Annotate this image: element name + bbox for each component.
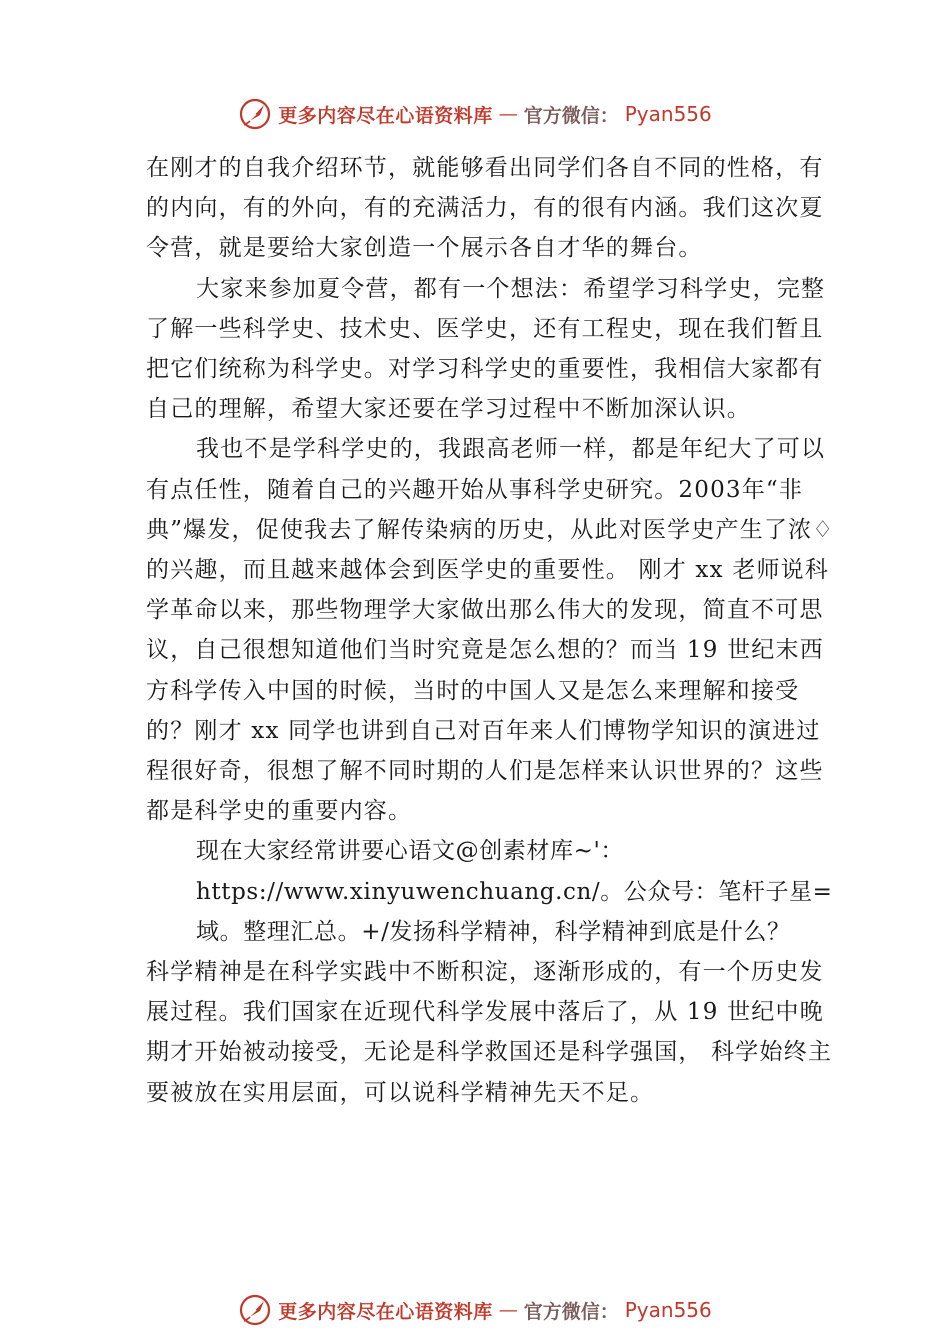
paragraph-3: 我也不是学科学史的，我跟高老师一样，都是年纪大了可以有点任性，随着自己的兴趣开始从事科学史研究。2003年“非典”爆发，促使我去了解传染病的历史，从此对医学史产生了浓♢的兴趣，而且越来越体会到医学史的重要性。 刚才 xx 老师说科学革命以来，那些物理学大家做出那么伟大的发现，简直不可思议，自己很想知道他们当时究竟是怎么想的？而当 19 世纪末西方科学传入中国的时候，当时的中国人又是怎么来理解和接受的？刚才 xx 同学也讲到自己对百年来人们博物学知识的演进过程很好奇，很想了解不同时期的人们是怎样来认识世界的？这些都是科学史的重要内容。	[146, 436, 835, 825]
header-wechat-id: Pyan556	[624, 102, 712, 126]
footer-dash: —	[498, 1299, 518, 1321]
document-body	[146, 148, 836, 1113]
paragraph-1: 在刚才的自我介绍环节，就能够看出同学们各自不同的性格，有的内向，有的外向，有的充满活力，有的很有内涵。我们这次夏令营，就是要给大家创造一个展示各自才华的舞台。	[146, 155, 824, 262]
paragraph-4: 现在大家经常讲要心语文@创素材库~'：https://www.xinyuwenchuang.cn/。公众号：笔杆子星=域。整理汇总。+/发扬科学精神，科学精神到底是什么？	[196, 838, 833, 945]
quill-pen-logo-icon	[238, 1293, 272, 1327]
quill-pen-logo-icon	[238, 97, 272, 131]
header-banner	[0, 94, 950, 134]
footer-brand-text: 更多内容尽在心语资料库	[278, 1300, 493, 1323]
footer-wechat-label: 官方微信：	[523, 1300, 619, 1323]
paragraph-5: 科学精神是在科学实践中不断积淀，逐渐形成的，有一个历史发展过程。我们国家在近现代科学发展中落后了，从 19 世纪中晚期才开始被动接受，无论是科学救国还是科学强国， 科学始终主要被放在实用层面，可以说科学精神先天不足。	[146, 959, 833, 1106]
header-brand-text: 更多内容尽在心语资料库	[278, 104, 493, 127]
footer-wechat-id: Pyan556	[624, 1298, 712, 1322]
header-wechat-label: 官方微信：	[523, 104, 619, 127]
paragraph-2: 大家来参加夏令营，都有一个想法：希望学习科学史，完整了解一些科学史、技术史、医学史，还有工程史，现在我们暂且把它们统称为科学史。对学习科学史的重要性，我相信大家都有自己的理解，希望大家还要在学习过程中不断加深认识。	[146, 275, 826, 423]
footer-banner	[0, 1290, 950, 1330]
header-dash: —	[498, 103, 518, 125]
